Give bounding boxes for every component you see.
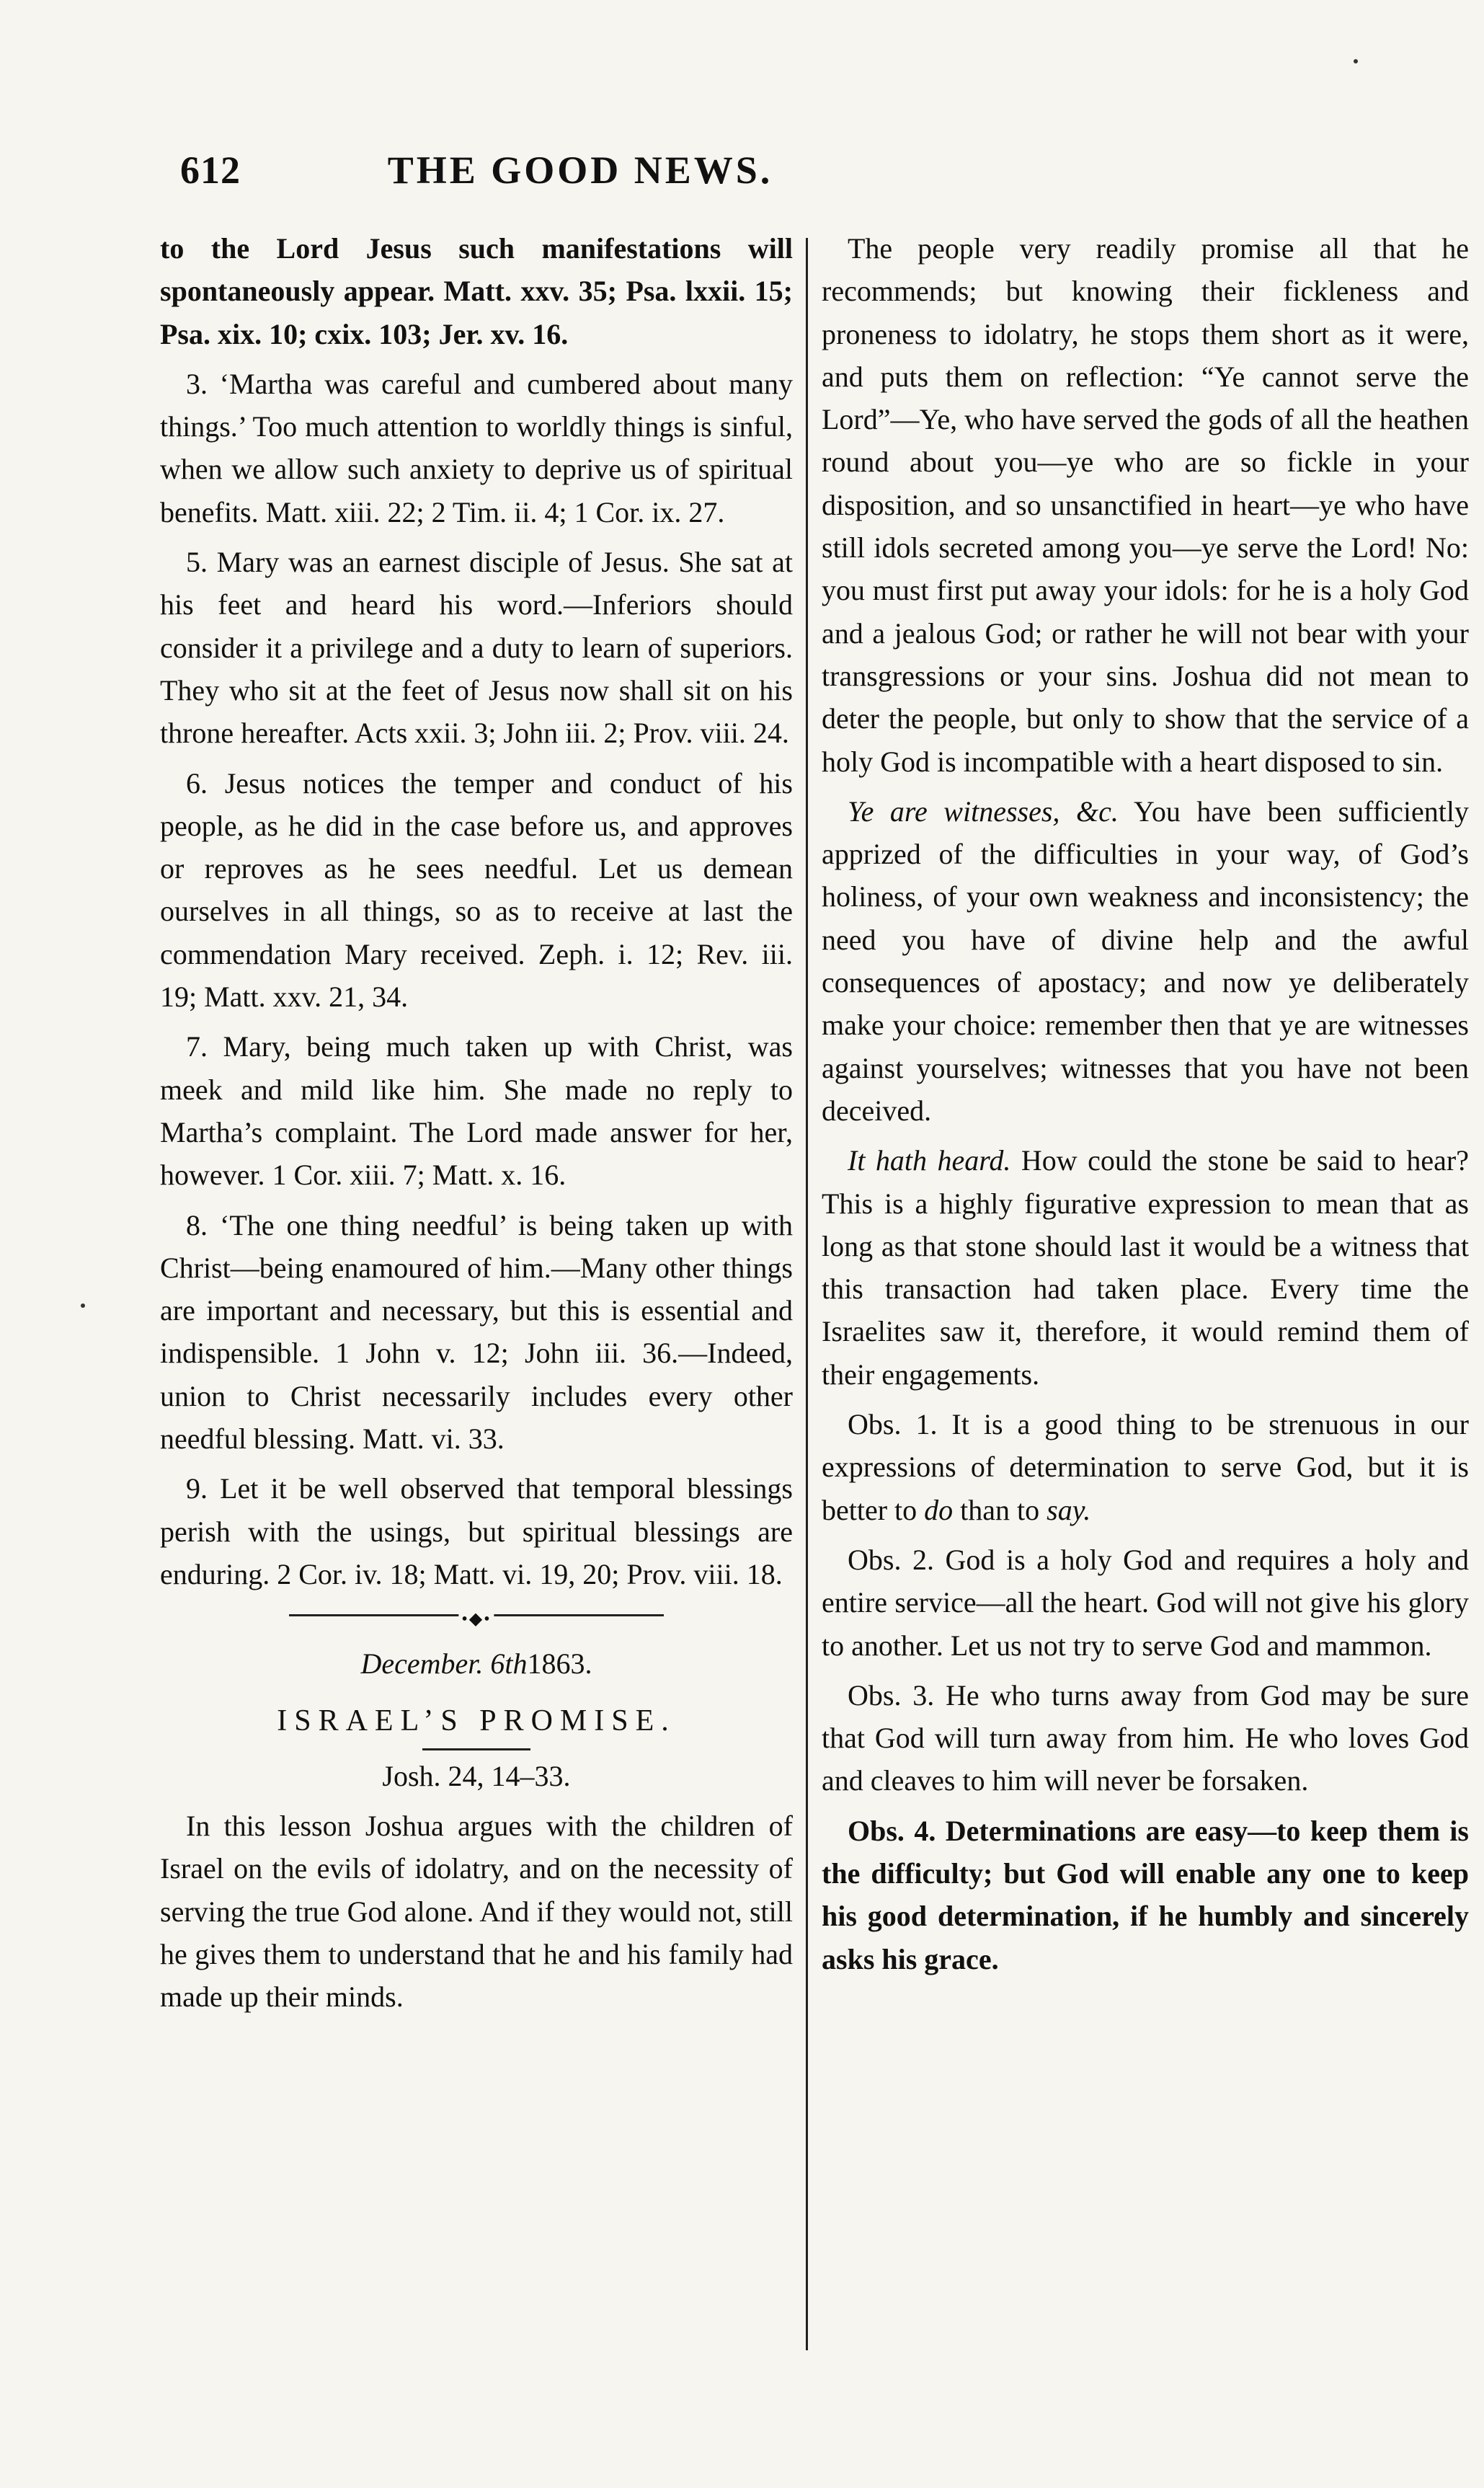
obs1-text-b: than to [953, 1493, 1047, 1526]
point-3: 3. ‘Martha was careful and cumbered about many things.’ Too much attention to worldly things is sinful, when we allow such anxiety to deprive us of spiritual benefits. Matt. xiii. 22; 2 Tim. ii. 4; 1 Cor. ix. 27. [160, 367, 793, 528]
title-rule [422, 1748, 530, 1750]
observation-4: Obs. 4. Determinations are easy—to keep them is the difficulty; but God will enable any one to keep his good determination, if he humbly and sincerely asks his grace. [822, 1814, 1469, 1975]
lesson-date [160, 1642, 793, 1685]
point-8: 8. ‘The one thing needful’ is being taken up with Christ—being enamoured of him.—Many other things are important and necessary, but this is essential and indispensible. 1 John v. 12; John iii. 36.—Indeed, union to Christ necessarily includes every other needful blessing. Matt. vi. 33. [160, 1208, 793, 1456]
point-5: 5. Mary was an earnest disciple of Jesus. She sat at his feet and heard his word.—Inferiors should consider it a privilege and a duty to learn of superiors. They who sit at the feet of Jesus now shall sit on his throne hereafter. Acts xxii. 3; John iii. 2; Prov. viii. 24. [160, 546, 793, 750]
lesson-intro: In this lesson Joshua argues with the children of Israel on the evils of idolatry, and on the necessity of serving the true God alone. And if they would not, still he gives them to understand that he and his family had made up their minds. [160, 1810, 793, 2014]
commentary-paragraph-1: The people very readily promise all that he recommends; but knowing their fickleness and proneness to idolatry, he stops them short as it were, and puts them on reflection: “Ye cannot serve the Lord”—Ye, who have served the gods of all the heathen round about you—ye who are so fickle in your disposition, and so unsanctified in heart—ye who have still idols secreted among you—ye serve the Lord! No: you must first put away your idols: for he is a holy God and a jealous God; or rather he will not bear with your transgressions or your sins. Joshua did not mean to deter the people, but only to show that the service of a holy God is incompatible with a heart disposed to sin. [822, 232, 1469, 778]
date-suffix: th [505, 1647, 528, 1681]
commentary-text-3: How could the stone be said to hear? This is a highly figurative expression to mean that as long as that stone should last it would be a witness that this transaction had taken place. Every time the Israelites saw it, therefore, it would remind them of their engagements. [822, 1144, 1469, 1391]
date-year: 1863. [527, 1647, 592, 1681]
obs1-do: do [924, 1493, 954, 1526]
lesson-title: ISRAEL’S PROMISE. [277, 1704, 676, 1737]
point-6: 6. Jesus notices the temper and conduct of his people, as he did in the case before us, and approves or reproves as he sees needful. Let us demean ourselves in all things, so as to receive at last the commendation Mary received. Zeph. i. 12; Rev. iii. 19; Matt. xxv. 21, 34. [160, 766, 793, 1014]
commentary-paragraph-2 [822, 790, 1469, 1132]
page-header [180, 148, 980, 198]
verse-lead-heard: It hath heard. [848, 1144, 1011, 1177]
observation-3: Obs. 3. He who turns away from God may be sure that God will turn away from him. He who loves God and cleaves to him will never be forsaken. [822, 1678, 1469, 1797]
point-9: 9. Let it be well observed that temporal blessings perish with the usings, but spiritual blessings are enduring. 2 Cor. iv. 18; Matt. vi. 19, 20; Prov. viii. 18. [160, 1472, 793, 1590]
ornament-divider [289, 1614, 664, 1616]
obs1-say: say. [1047, 1493, 1091, 1526]
paper-speck [81, 1303, 85, 1308]
verse-lead-witnesses: Ye are witnesses, &c. [848, 794, 1119, 828]
column-divider [806, 238, 808, 2350]
commentary-paragraph-3 [822, 1139, 1469, 1396]
commentary-text-2: You have been sufficiently apprized of the difficulties in your way, of God’s holiness, of your own weakness and inconsistency; the need you have of divine help and the awful consequences of apostacy; and now ye deliberately make your choice: remember then that ye are witnesses against yourselves; witnesses that you have not been deceived. [822, 794, 1469, 1127]
observation-1 [822, 1403, 1469, 1531]
left-column [160, 227, 793, 2026]
obs1-text-a: Obs. 1. It is a good thing to be strenuous in our expressions of determination to serve God, but it is better to [822, 1408, 1469, 1526]
observation-2: Obs. 2. God is a holy God and requires a holy and entire service—all the heart. God will not give his glory to another. Let us not try to serve God and mammon. [822, 1543, 1469, 1662]
point-7: 7. Mary, being much taken up with Christ, was meek and mild like him. She made no reply to Martha’s complaint. The Lord made answer for her, however. 1 Cor. xiii. 7; Matt. x. 16. [160, 1030, 793, 1192]
running-head: THE GOOD NEWS. [387, 149, 773, 192]
date-text: December. 6 [360, 1647, 505, 1681]
paper-speck [1354, 59, 1358, 63]
paragraph-continued: to the Lord Jesus such manifestations will spontaneously appear. Matt. xxv. 35; Psa. lxxii. 15; Psa. xix. 10; cxix. 103; Jer. xv. 16. [160, 232, 793, 350]
scripture-reference: Josh. 24, 14–33. [382, 1759, 571, 1792]
right-column [822, 227, 1469, 1988]
page-number: 612 [180, 149, 241, 192]
